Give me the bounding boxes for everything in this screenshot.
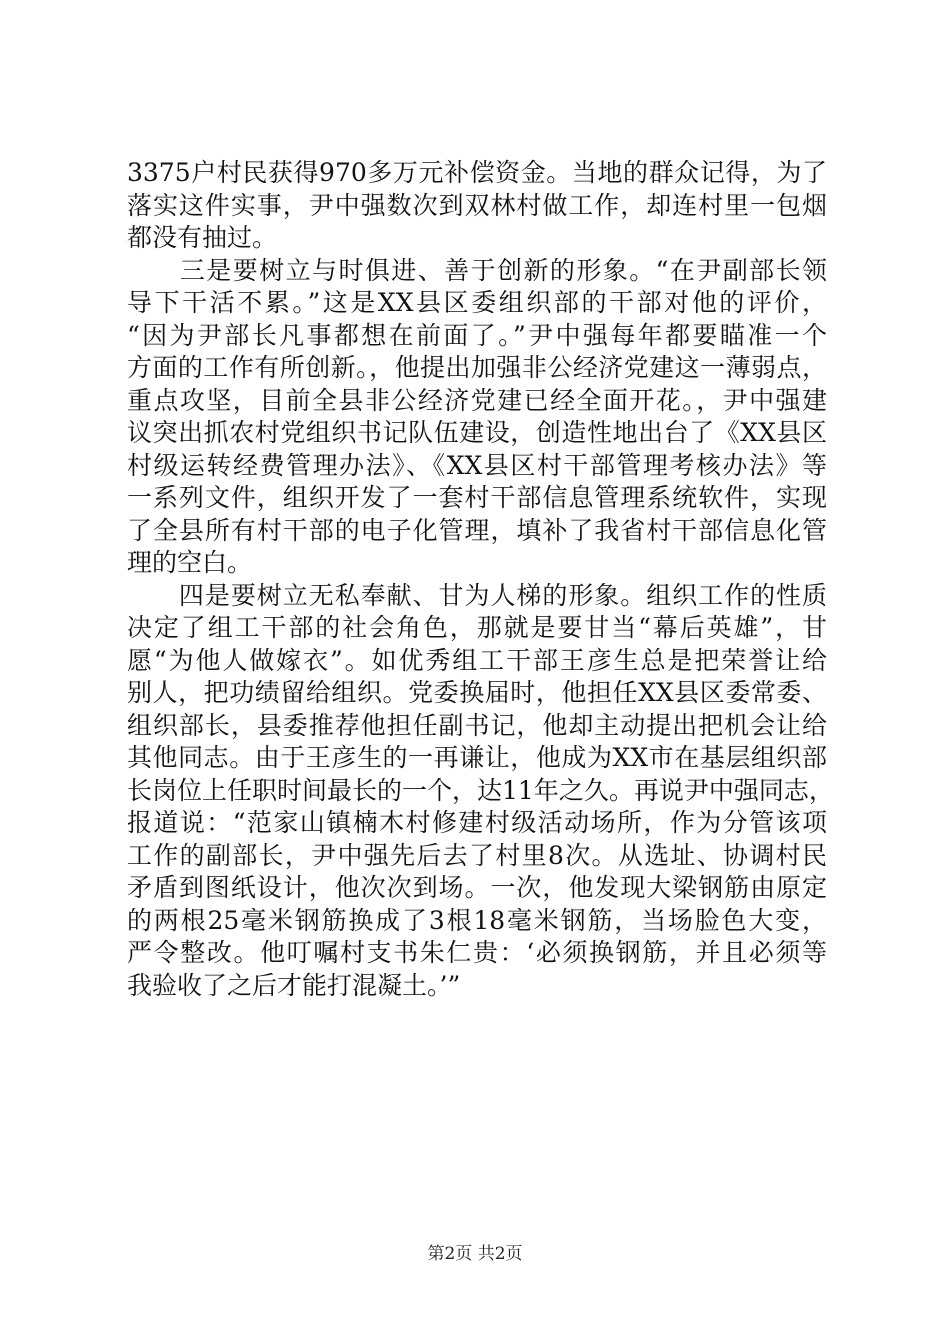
text-line: 四是要树立无私奉献、甘为人梯的形象。组织工作的性质 — [127, 580, 827, 610]
text-line: 愿“为他人做嫁衣”。如优秀组工干部王彦生总是把荣誉让给 — [127, 645, 827, 675]
text-line: 3375户村民获得970多万元补偿资金。当地的群众记得，为了 — [127, 158, 827, 187]
text-line: 一系列文件，组织开发了一套村干部信息管理系统软件，实现 — [127, 483, 827, 512]
text-line: 别人，把功绩留给组织。党委换届时，他担任XX县区委常委、 — [127, 678, 827, 707]
text-line: 决定了组工干部的社会角色，那就是要甘当“幕后英雄”，甘 — [127, 613, 827, 642]
text-line: 方面的工作有所创新。，他提出加强非公经济党建这一薄弱点， — [127, 353, 827, 382]
text-line: 都没有抽过。 — [127, 223, 278, 252]
text-line: 了全县所有村干部的电子化管理，填补了我省村干部信息化管 — [127, 515, 827, 545]
text-line: 矛盾到图纸设计，他次次到场。一次，他发现大梁钢筋由原定 — [127, 873, 827, 902]
text-line: 的两根25毫米钢筋换成了3根18毫米钢筋，当场脸色大变， — [127, 905, 827, 935]
text-line: 严令整改。他叮嘱村支书朱仁贵：‘必须换钢筋，并且必须等 — [127, 938, 827, 967]
text-line: 理的空白。 — [127, 548, 253, 577]
text-line: 议突出抓农村党组织书记队伍建设，创造性地出台了《XX县区 — [127, 418, 827, 447]
text-line: 重点攻坚，目前全县非公经济党建已经全面开花。，尹中强建 — [127, 385, 827, 415]
text-line: 工作的副部长，尹中强先后去了村里8次。从选址、协调村民 — [127, 840, 827, 870]
text-line: 其他同志。由于王彦生的一再谦让，他成为XX市在基层组织部 — [127, 743, 827, 772]
text-line: “因为尹部长凡事都想在前面了。”尹中强每年都要瞄准一个 — [127, 320, 827, 350]
text-line: 三是要树立与时俱进、善于创新的形象。“在尹副部长领 — [127, 255, 827, 285]
text-line: 报道说：“范家山镇楠木村修建村级活动场所，作为分管该项 — [127, 808, 827, 837]
text-line: 长岗位上任职时间最长的一个，达11年之久。再说尹中强同志， — [127, 775, 834, 805]
text-line: 村级运转经费管理办法》、《XX县区村干部管理考核办法》等 — [127, 450, 827, 480]
document-body — [127, 157, 834, 1002]
text-line: 落实这件实事，尹中强数次到双林村做工作，却连村里一包烟 — [127, 190, 827, 220]
text-line: 我验收了之后才能打混凝土。’” — [127, 970, 461, 1000]
page-footer: 第2页 共2页 — [427, 1244, 523, 1264]
text-line: 导下干活不累。”这是XX县区委组织部的干部对他的评价， — [127, 288, 827, 317]
text-line: 组织部长，县委推荐他担任副书记，他却主动提出把机会让给 — [127, 710, 827, 740]
